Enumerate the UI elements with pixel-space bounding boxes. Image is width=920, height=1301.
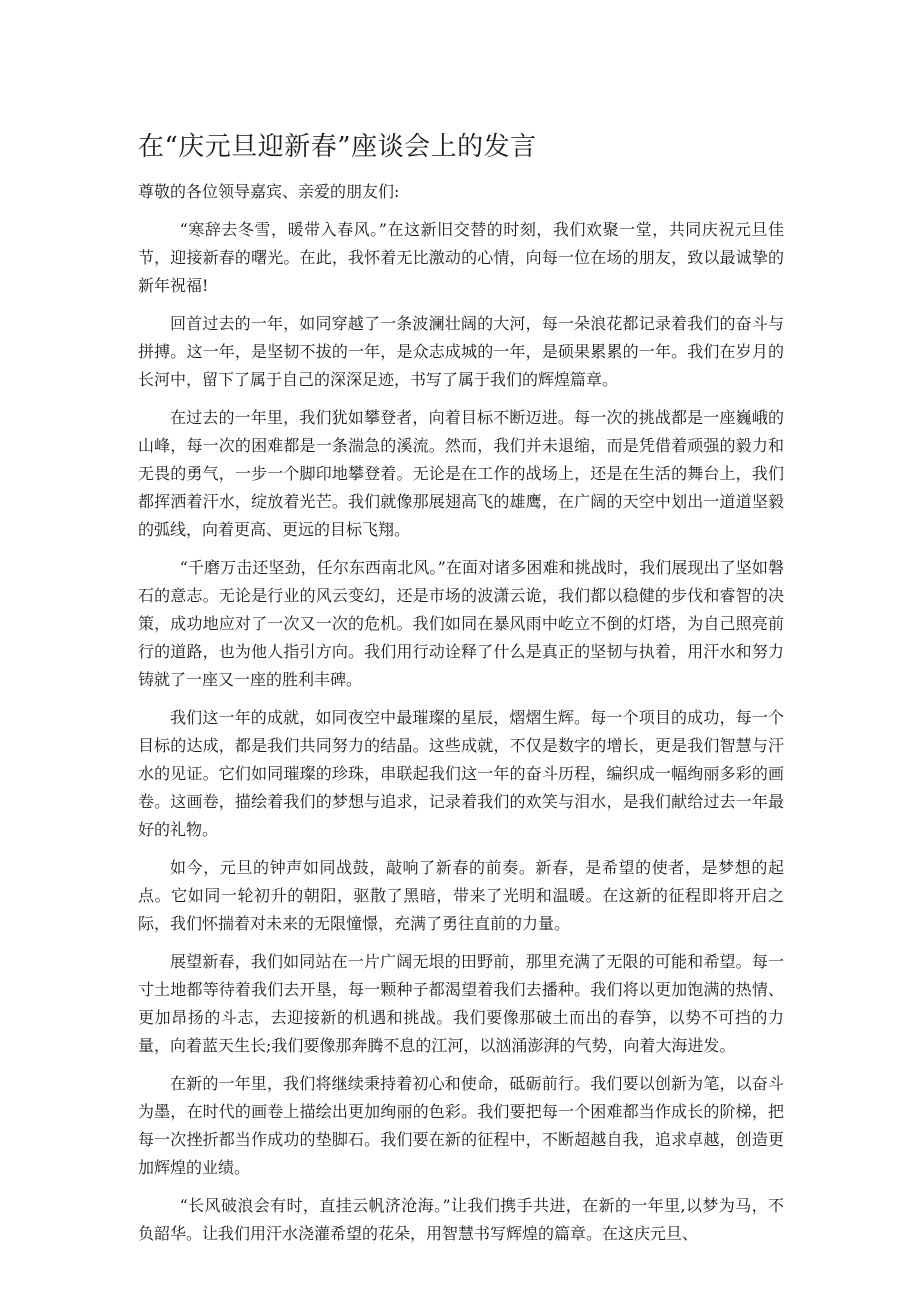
document-body — [138, 178, 784, 1258]
paragraph-9: “长风破浪会有时，直挂云帆济沧海。”让我们携手共进，在新的一年里,以梦为马，不负韶华。让我们用汗水浇灌希望的花朵，用智慧书写辉煌的篇章。在这庆元旦、 — [138, 1196, 784, 1243]
paragraph-8: 在新的一年里，我们将继续秉持着初心和使命，砥砺前行。我们要以创新为笔，以奋斗为墨，在时代的画卷上描绘出更加绚丽的色彩。我们要把每一个困难都当作成长的阶梯，把每一次挫折都当作成功的垫脚石。我们要在新的征程中，不断超越自我，追求卓越，创造更加辉煌的业绩。 — [138, 1074, 784, 1177]
paragraph-1: “寒辞去冬雪，暖带入春风。”在这新旧交替的时刻，我们欢聚一堂，共同庆祝元旦佳节，迎接新春的曙光。在此，我怀着无比激动的心情，向每一位在场的朋友，致以最诚挚的新年祝福! — [138, 220, 784, 295]
paragraph-7: 展望新春，我们如同站在一片广阔无垠的田野前，那里充满了无限的可能和希望。每一寸土地都等待着我们去开垦，每一颗种子都渴望着我们去播种。我们将以更加饱满的热情、更加昂扬的斗志，去迎接新的机遇和挑战。我们要像那破土而出的春笋，以势不可挡的力量，向着蓝天生长;我们要像那奔腾不息的江河，以汹涌澎湃的气势，向着大海进发。 — [138, 952, 784, 1055]
paragraph-4: “千磨万击还坚劲，任尔东西南北风。”在面对诸多困难和挑战时，我们展现出了坚如磐石的意志。无论是行业的风云变幻，还是市场的波潇云诡，我们都以稳健的步伐和睿智的决策，成功地应对了一次又一次的危机。我们如同在暴风雨中屹立不倒的灯塔，为自己照亮前行的道路，也为他人指引方向。我们用行动诠释了什么是真正的坚韧与执着，用汗水和努力铸就了一座又一座的胜利丰碑。 — [138, 558, 784, 689]
salutation: 尊敬的各位领导嘉宾、亲爱的朋友们: — [138, 182, 400, 201]
paragraph-5: 我们这一年的成就，如同夜空中最璀璨的星辰，熠熠生辉。每一个项目的成功，每一个目标的达成，都是我们共同努力的结晶。这些成就，不仅是数字的增长，更是我们智慧与汗水的见证。它们如同璀璨的珍珠，串联起我们这一年的奋斗历程，编织成一幅绚丽多彩的画卷。这画卷，描绘着我们的梦想与追求，记录着我们的欢笑与泪水，是我们献给过去一年最好的礼物。 — [138, 708, 784, 839]
paragraph-6: 如今，元旦的钟声如同战鼓，敲响了新春的前奏。新春，是希望的使者，是梦想的起点。它如同一轮初升的朝阳，驱散了黑暗，带来了光明和温暖。在这新的征程即将开启之际，我们怀揣着对未来的无限憧憬，充满了勇往直前的力量。 — [138, 858, 784, 933]
paragraph-3: 在过去的一年里，我们犹如攀登者，向着目标不断迈进。每一次的挑战都是一座巍峨的山峰，每一次的困难都是一条湍急的溪流。然而，我们并未退缩，而是凭借着顽强的毅力和无畏的勇气，一步一个脚印地攀登着。无论是在工作的战场上，还是在生活的舞台上，我们都挥洒着汗水，绽放着光芒。我们就像那展翅高飞的雄鹰，在广阔的天空中划出一道道坚毅的弧线，向着更高、更远的目标飞翔。 — [138, 408, 784, 539]
paragraph-2: 回首过去的一年，如同穿越了一条波澜壮阔的大河，每一朵浪花都记录着我们的奋斗与拼搏。这一年，是坚韧不拔的一年，是众志成城的一年，是硕果累累的一年。我们在岁月的长河中，留下了属于自己的深深足迹，书写了属于我们的辉煌篇章。 — [138, 314, 784, 389]
document-title: 在“庆元旦迎新春”座谈会上的发言 — [138, 132, 537, 162]
